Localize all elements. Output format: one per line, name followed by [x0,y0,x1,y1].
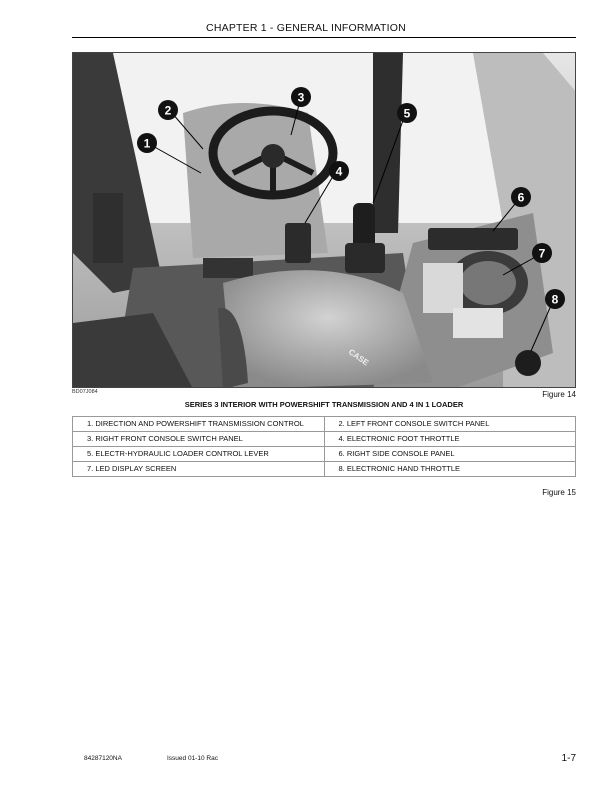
callout-5 [397,103,417,123]
footer-doc-number: 84287120NA [84,755,122,762]
legend-item-8: 8. ELECTRONIC HAND THROTTLE [324,462,576,477]
legend-row [73,432,576,447]
legend-row [73,447,576,462]
callout-2 [158,100,178,120]
legend-row [73,462,576,477]
cab-interior-photo [72,52,576,388]
figure-15-label: Figure 15 [542,488,576,497]
svg-text:7: 7 [538,246,546,261]
floor-switch-panel [203,258,253,278]
svg-text:1: 1 [143,136,151,151]
hand-throttle [515,350,541,376]
legend-item-6: 6. RIGHT SIDE CONSOLE PANEL [324,447,576,462]
legend-item-1: 1. DIRECTION AND POWERSHIFT TRANSMISSION CONTROL [73,417,325,432]
instruction-decal [423,263,463,313]
page-number: 1-7 [561,753,576,764]
svg-text:3: 3 [297,90,305,105]
callout-7 [532,243,552,263]
header-rule [72,37,576,38]
svg-text:6: 6 [517,190,525,205]
footer-issued: Issued 01-10 Rac [167,755,218,762]
svg-text:4: 4 [335,164,343,179]
warning-decal [453,308,503,338]
center-post [373,53,403,233]
left-hydraulic-hoses [93,193,123,263]
seat-logo: CASE [346,347,371,368]
chapter-title: CHAPTER 1 - GENERAL INFORMATION [206,22,406,34]
callout-6 [511,187,531,207]
legend-item-2: 2. LEFT FRONT CONSOLE SWITCH PANEL [324,417,576,432]
callout-8 [545,289,565,309]
image-id: BD07J084 [72,389,98,395]
figure-caption: SERIES 3 INTERIOR WITH POWERSHIFT TRANSMISSION AND 4 IN 1 LOADER [184,400,464,409]
foot-throttle [285,223,311,263]
legend-table [72,416,576,477]
callout-3 [291,87,311,107]
svg-text:5: 5 [403,106,411,121]
legend-item-3: 3. RIGHT FRONT CONSOLE SWITCH PANEL [73,432,325,447]
legend-item-7: 7. LED DISPLAY SCREEN [73,462,325,477]
right-side-console-panel [428,228,518,250]
svg-text:2: 2 [164,103,172,118]
figure-14-label: Figure 14 [542,390,576,399]
legend-row [73,417,576,432]
callout-4 [329,161,349,181]
callout-1 [137,133,157,153]
legend-item-4: 4. ELECTRONIC FOOT THROTTLE [324,432,576,447]
legend-item-5: 5. ELECTR-HYDRAULIC LOADER CONTROL LEVER [73,447,325,462]
svg-text:8: 8 [551,292,559,307]
